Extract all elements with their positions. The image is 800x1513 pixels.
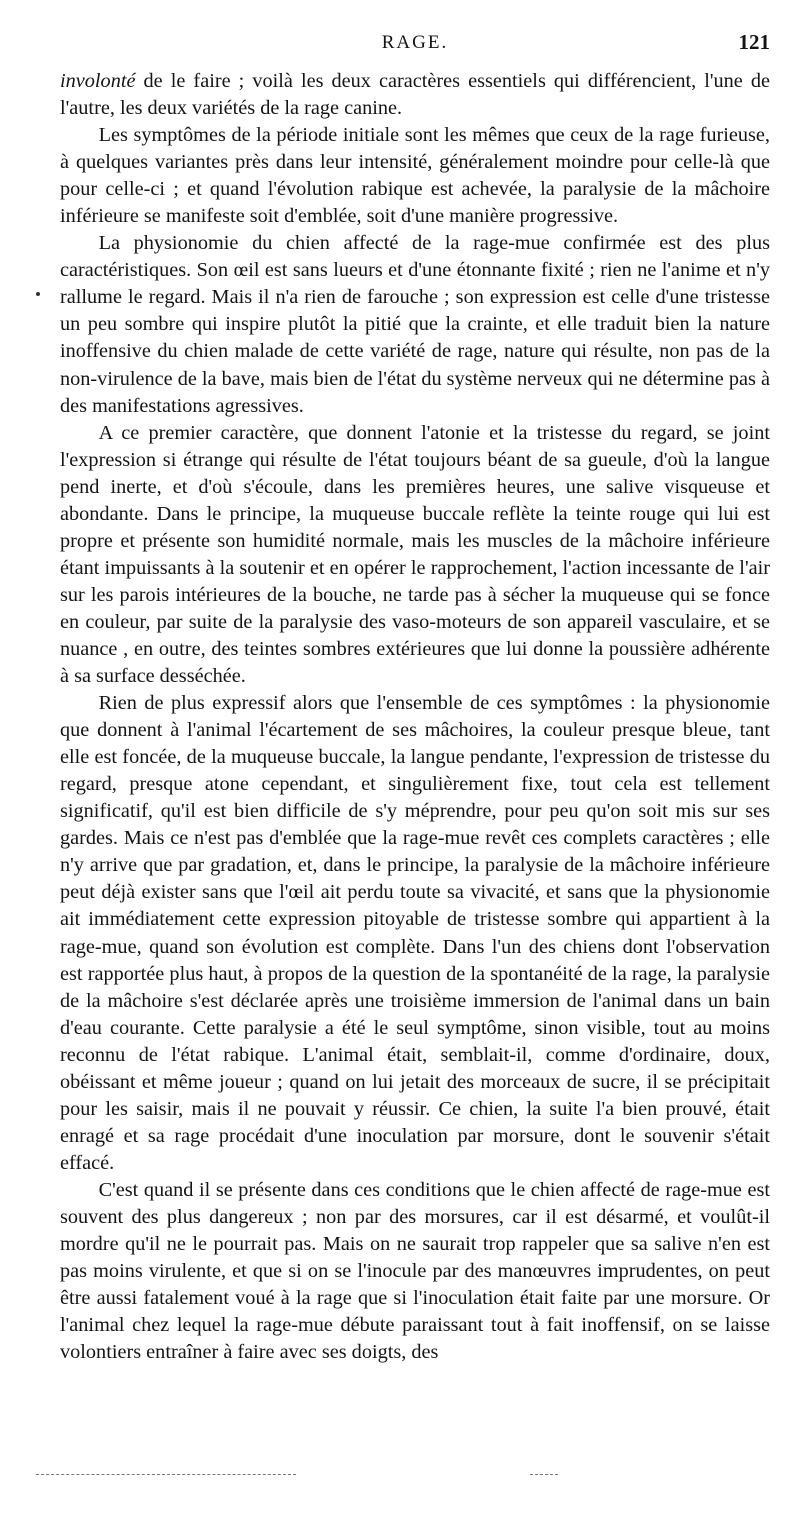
paragraph: La physionomie du chien affecté de la rage-mue confirmée est des plus caractéristiques. Son œil est sans lueurs et d'une étonnante fixité ; rien ne l'anime et n'y rallume le regard. Mais il n'a rien de farouche ; son expression est celle d'une tristesse un peu sombre qui inspire plutôt la pitié que la crainte, et elle traduit bien la nature inoffensive du chien malade de cette variété de rage, nature qui résulte, non pas de la non-virulence de la bave, mais bien de l'état du système nerveux qui ne détermine pas à des manifestations agressives. [60,232,770,417]
paragraph: Les symptômes de la période initiale sont les mêmes que ceux de la rage furieuse, à quelques variantes près dans leur intensité, généralement moindre pour celle-là que pour celle-ci ; et quand l'évolution rabique est achevée, la paralysie de la mâchoire inférieure se manifeste soit d'emblée, soit d'une manière progressive. [60,124,770,228]
paragraph: A ce premier caractère, que donnent l'atonie et la tristesse du regard, se joint l'expression si étrange qui résulte de l'état toujours béant de sa gueule, d'où la langue pend inerte, et d'où s'écoule, dans les premières heures, une salive visqueuse et abondante. Dans le principe, la muqueuse buccale reflète la teinte rouge qui lui est propre et présente son humidité normale, mais les muscles de la mâchoire inférieure étant impuissants à la soutenir et en opérer le rapprochement, l'action incessante de l'air sur les parois intérieures de la bouche, ne tarde pas à sécher la muqueuse qui se fonce en couleur, par suite de la paralysie des vaso-moteurs de son appareil vasculaire, et se nuance , en outre, des teintes sombres extérieures que lui donne la poussière adhérente à sa surface desséchée. [60,421,770,688]
footer-rule [36,1474,296,1475]
paragraph: C'est quand il se présente dans ces conditions que le chien affecté de rage-mue est souvent des plus dangereux ; non par des morsures, car il est désarmé, et voulût-il mordre qu'il ne le pourrait pas. Mais on ne saurait trop rappeler que sa salive n'en est pas moins virulente, et que si on se l'inocule par des manœuvres imprudentes, on peut être aussi fatalement voué à la rage que si l'inoculation était faite par une morsure. Or l'animal chez lequel la rage-mue débute paraissant tout à fait inoffensif, on se laisse volontiers entraîner à faire avec ses doigts, des [60,1178,770,1364]
running-head [60,30,770,60]
paragraph-continuation [60,68,770,122]
paragraph-text: de le faire ; voilà les deux caractères essentiels qui différencient, l'une de l'autre, les deux variétés de la rage canine. [60,70,770,120]
paragraph: Rien de plus expressif alors que l'ensemble de ces symptômes : la physionomie que donnent à l'animal l'écartement de ses mâchoires, la couleur presque bleue, tant elle est foncée, de la muqueuse buccale, la langue pendante, l'expression de tristesse du regard, presque atone cependant, et singulièrement fixe, tout cela est tellement significatif, qu'il est bien difficile de s'y méprendre, pour peu qu'on soit mis sur ses gardes. Mais ce n'est pas d'emblée que la rage-mue revêt ces complets caractères ; elle n'y arrive que par gradation, et, dans le principe, la paralysie de la mâchoire inférieure peut déjà exister sans que l'œil ait perdu toute sa vivacité, et sans que la physionomie ait immédiatement cette expression pitoyable de tristesse sombre qui appartient à la rage-mue, quand son évolution est complète. Dans l'un des chiens dont l'observation est rapportée plus haut, à propos de la question de la spontanéité de la rage, la paralysie de la mâchoire s'est déclarée après une troisième immersion de l'animal dans un bain d'eau courante. Cette paralysie a été le seul symptôme, sinon visible, tout au moins reconnu de l'état rabique. L'animal était, semblait-il, comme d'ordinaire, doux, obéissant et même joueur ; quand on lui jetait des morceaux de sucre, il se précipitait pour les saisir, mais il ne pouvait y réussir. Ce chien, la suite l'a bien prouvé, était enragé et sa rage procédait d'une inoculation par morsure, dont le souvenir s'était effacé. [60,692,770,1174]
italic-word: involonté [60,70,136,92]
body-text [60,68,770,1366]
margin-mark [36,292,40,296]
running-title: RAGE. [381,32,449,53]
footer-rule-short [530,1474,558,1475]
page-number: 121 [738,30,770,54]
